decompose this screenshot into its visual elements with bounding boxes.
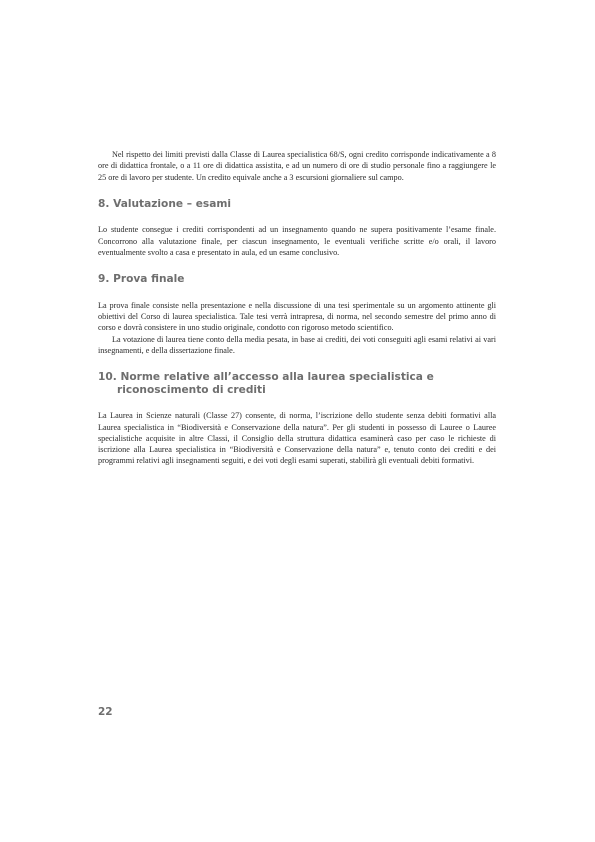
section-valutazione-paragraph: Lo studente consegue i crediti corrispondenti ad un insegnamento quando ne supera positivamente l’esame finale. Concorrono alla valutazione finale, per ciascun insegnamento, le eventuali verifiche scritte e/o orali, il lavoro eventualmente svolto a casa e presentato in aula, ed un esame conclusivo. xyxy=(98,225,496,257)
page-number: 22 xyxy=(98,706,113,718)
section-heading-valutazione: 8. Valutazione – esami xyxy=(98,197,232,210)
section-prova-finale-paragraph-1: La prova finale consiste nella presentazione e nella discussione di una tesi sperimentale su un argomento attinente gli obiettivi del Corso di laurea specialistica. Tale tesi verrà intrapresa, di norma, nel secondo semestre del primo anno di corso e dovrà consistere in uno studio originale, condotto con rigoroso metodo scientifico. xyxy=(98,300,496,333)
section-heading-prova-finale: 9. Prova finale xyxy=(98,273,185,286)
section-prova-finale-paragraph-2: La votazione di laurea tiene conto della media pesata, in base ai crediti, dei voti conseguiti agli esami relativi ai vari insegnamenti, e della dissertazione finale. xyxy=(98,334,496,355)
page-body xyxy=(98,149,496,467)
section-norme-accesso-paragraph: La Laurea in Scienze naturali (Classe 27) consente, di norma, l’iscrizione dello studente senza debiti formativi alla Laurea specialistica in “Biodiversità e Conservazione della natura”. Per gli studenti in possesso di Lauree o Lauree specialistiche acquisite in altre Classi, il Consiglio della struttura didattica esaminerà caso per caso le richieste di iscrizione alla Laurea specialistica in “Biodiversità e Conservazione della natura” e, tenuto conto dei crediti e dei programmi relativi agli insegnamenti seguiti, e dei voti degli esami superati, stabilirà gli eventuali debiti formativi. xyxy=(98,411,496,466)
intro-paragraph: Nel rispetto dei limiti previsti dalla Classe di Laurea specialistica 68/S, ogni credito corrisponde indicativamente a 8 ore di didattica frontale, o a 11 ore di didattica assistita, e ad un numero di ore di studio personale fino a raggiungere le 25 ore di lavoro per studente. Un credito equivale anche a 3 escursioni giornaliere sul campo. xyxy=(98,150,496,182)
section-heading-norme-accesso: 10. Norme relative all’accesso alla laurea specialistica e riconoscimento di crediti xyxy=(98,371,434,396)
